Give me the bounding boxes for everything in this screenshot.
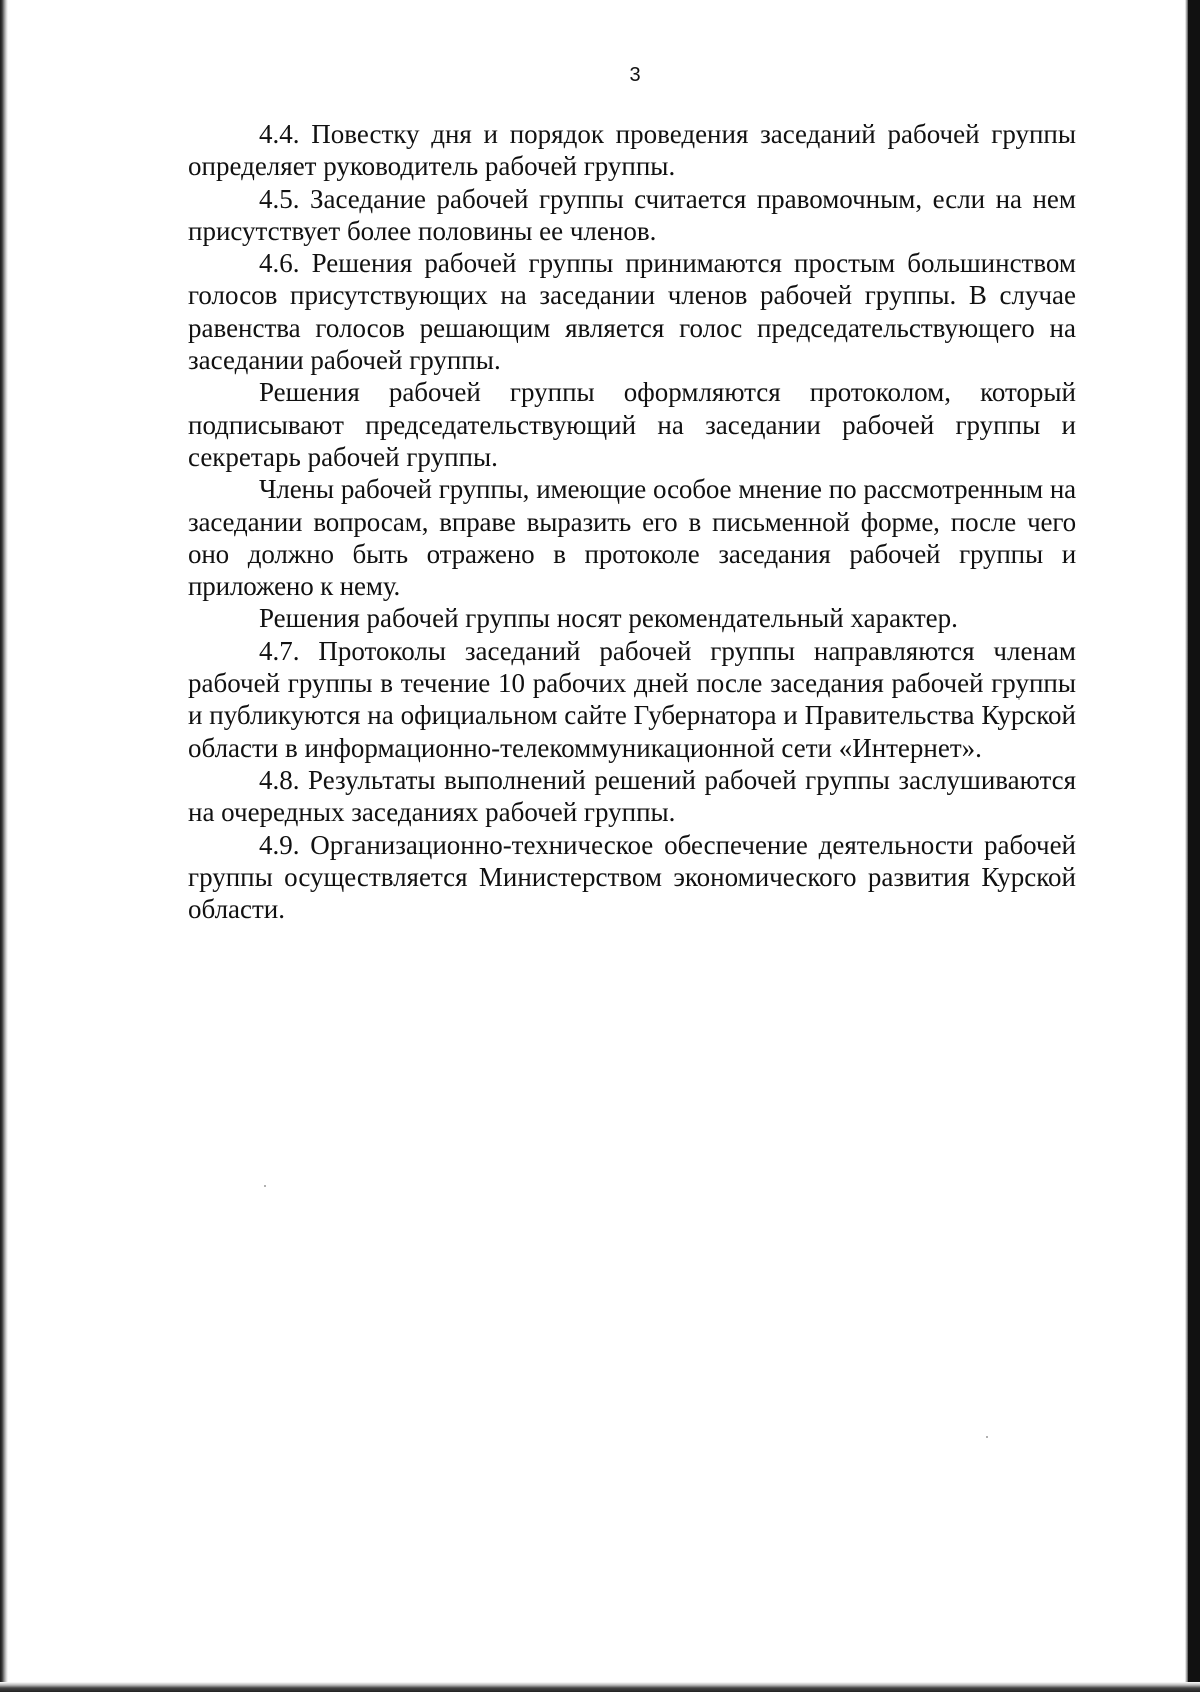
paragraph-4-9: 4.9. Организационно-техническое обеспечение деятельности рабочей группы осуществляется Министерством экономического развития Курской области. bbox=[188, 829, 1076, 925]
paragraph-4-7: 4.7. Протоколы заседаний рабочей группы направляются членам рабочей группы в течение 10 рабочих дней после заседания рабочей группы и публикуются на официальном сайте Губернатора и Правительства Курской области в информационно-телекоммуникационной сети «Интернет». bbox=[188, 635, 1076, 763]
paragraph-4-5: 4.5. Заседание рабочей группы считается правомочным, если на нем присутствует более половины ее членов. bbox=[188, 183, 1076, 246]
page-number: 3 bbox=[629, 64, 641, 86]
document-body bbox=[188, 118, 1076, 925]
scan-edge-left bbox=[0, 0, 8, 1692]
scan-edge-right bbox=[1188, 0, 1200, 1692]
paragraph-4-8: 4.8. Результаты выполнений решений рабочей группы заслушиваются на очередных заседаниях рабочей группы. bbox=[188, 764, 1076, 828]
paragraph-recommendation: Решения рабочей группы носят рекомендательный характер. bbox=[259, 603, 958, 634]
paragraph-protocol: Решения рабочей группы оформляются протоколом, который подписывают председательствующий на заседании рабочей группы и секретарь рабочей группы. bbox=[188, 377, 1076, 472]
scan-edge-bottom bbox=[0, 1682, 1200, 1692]
paragraph-special-opinion: Члены рабочей группы, имеющие особое мнение по рассмотренным на заседании вопросам, вправе выразить его в письменной форме, после чего оно должно быть отражено в протоколе заседания рабочей группы и приложено к нему. bbox=[188, 474, 1076, 602]
paragraph-4-6: 4.6. Решения рабочей группы принимаются простым большинством голосов присутствующих на заседании членов рабочей группы. В случае равенства голосов решающим является голос председательствующего на заседании рабочей группы. bbox=[188, 248, 1076, 376]
scan-speck bbox=[264, 1185, 266, 1187]
scan-speck bbox=[986, 1436, 988, 1438]
paragraph-4-4: 4.4. Повестку дня и порядок проведения заседаний рабочей группы определяет руководитель рабочей группы. bbox=[188, 119, 1076, 182]
